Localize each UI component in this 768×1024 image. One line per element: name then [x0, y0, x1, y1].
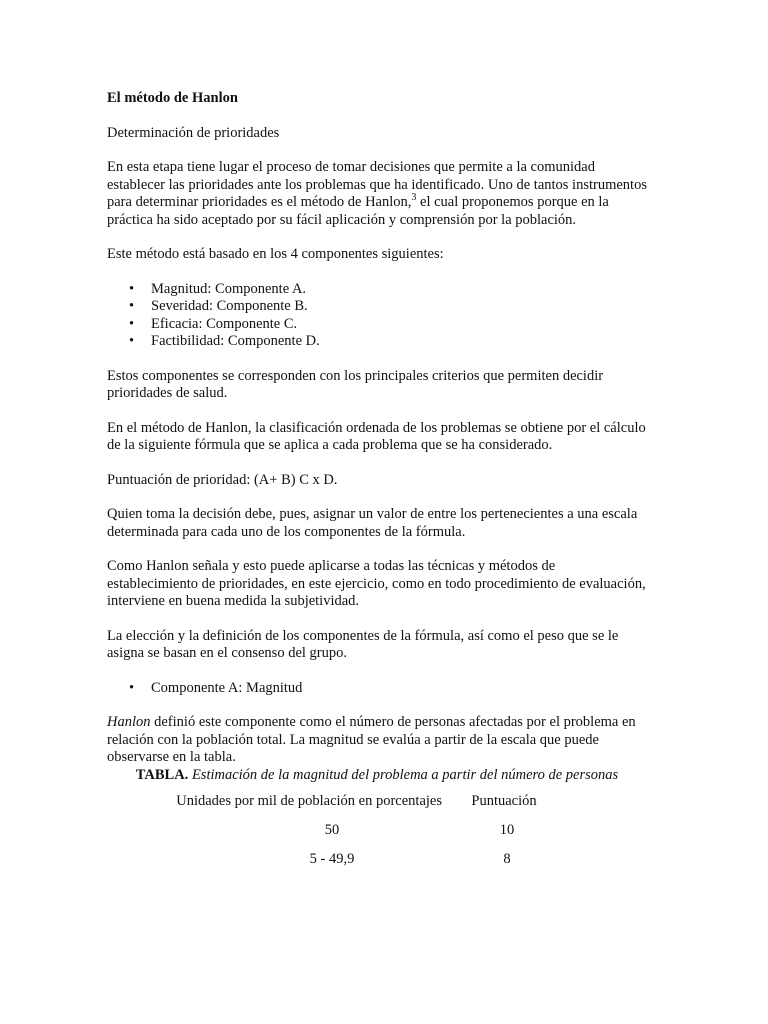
- page-title: El método de Hanlon: [107, 90, 238, 106]
- list-item: [129, 679, 647, 698]
- intro-paragraph: [107, 159, 647, 229]
- table-row: [97, 851, 657, 880]
- intro-text-a: En esta etapa tiene lugar el proceso de tomar decisiones que permite a la comunidad establecer las prioridades ante los problemas que ha identificado. Uno de tantos instrumentos para determinar prioridades es el método de Hanlon,: [107, 159, 647, 210]
- table-cell: 5 - 49,9: [309, 851, 355, 867]
- table-caption: [97, 767, 657, 785]
- list-item: • Magnitud: Componente A.: [129, 280, 307, 297]
- bullet-icon: •: [129, 280, 135, 297]
- component-a-list: [107, 680, 647, 698]
- decision-paragraph: Quien toma la decisión debe, pues, asignar un valor de entre los pertenecientes a una escala determinada para cada uno de los componentes de la fórmula.: [107, 506, 638, 540]
- bullet-icon: •: [129, 333, 135, 349]
- bullet-icon: •: [129, 298, 135, 314]
- formula-explanation-paragraph: En el método de Hanlon, la clasificación ordenada de los problemas se obtiene por el cálculo de la siguiente fórmula que se aplica a cada problema que se ha considerado.: [107, 419, 646, 453]
- magnitude-table: [97, 793, 657, 880]
- components-intro-paragraph: Este método está basado en los 4 componentes siguientes:: [107, 246, 444, 262]
- criteria-paragraph: Estos componentes se corresponden con los principales criterios que permiten decidir prioridades de salud.: [107, 367, 604, 401]
- bullet-icon: •: [129, 679, 135, 696]
- list-item: • Eficacia: Componente C.: [129, 315, 298, 332]
- table-caption-text: Estimación de la magnitud del problema a partir del número de personas: [188, 766, 619, 783]
- table-row: [97, 822, 657, 851]
- magnitude-paragraph: Hanlon definió este componente como el número de personas afectadas por el problema en relación con la población total. La magnitud se evalúa a partir de la escala que puede observarse en la tabla.: [107, 714, 636, 765]
- section-subtitle: Determinación de prioridades: [107, 124, 280, 141]
- consensus-paragraph: La elección y la definición de los componentes de la fórmula, así como el peso que se le asigna se basan en el consenso del grupo.: [107, 627, 619, 661]
- component-a-heading: Componente A: Magnitud: [151, 679, 303, 696]
- components-list: [107, 281, 647, 351]
- table-cell: 8: [503, 851, 511, 867]
- table-header-cell: Puntuación: [471, 793, 537, 809]
- table-cell: 10: [499, 822, 515, 838]
- footnote-ref: 3: [411, 192, 417, 203]
- hanlon-italic: Hanlon: [107, 714, 151, 730]
- document-page: [107, 90, 647, 880]
- list-item: • Severidad: Componente B.: [129, 298, 308, 314]
- table-cell: 50: [324, 822, 340, 838]
- table-header-cell: Unidades por mil de población en porcentajes: [176, 793, 442, 809]
- formula-text: Puntuación de prioridad: (A+ B) C x D.: [107, 471, 338, 488]
- intro-text-b: el cual proponemos porque en la práctica ha sido aceptado por su fácil aplicación y comprensión por la población.: [107, 194, 609, 228]
- table-header-row: [97, 793, 657, 822]
- list-item: • Factibilidad: Componente D.: [129, 333, 320, 349]
- subjectivity-paragraph: Como Hanlon señala y esto puede aplicarse a todas las técnicas y métodos de establecimiento de prioridades, en este ejercicio, como en todo procedimiento de evaluación, interviene en buena medida la subjetividad.: [107, 558, 646, 609]
- table-caption-label: TABLA.: [135, 766, 189, 783]
- bullet-icon: •: [129, 315, 135, 332]
